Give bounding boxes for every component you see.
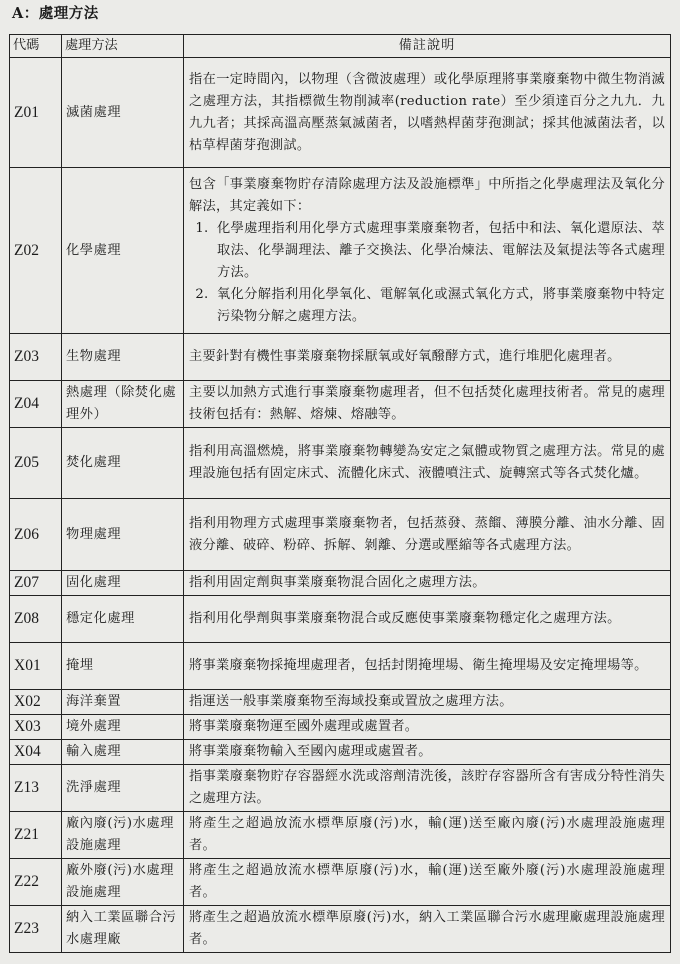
row-description: 將事業廢棄物採掩埋處理者，包括封閉掩埋場、衛生掩埋場及安定掩埋場等。 [184,643,671,690]
row-method: 海洋棄置 [62,690,184,715]
row-method: 穩定化處理 [62,596,184,643]
table-row [10,715,671,740]
row-description: 將產生之超過放流水標準原廢(污)水，納入工業區聯合污水處理廠處理設施處理者。 [184,906,671,953]
table-header-row [10,35,671,58]
row-description: 指事業廢棄物貯存容器經水洗或溶劑清洗後，該貯存容器所含有害成分特性消失之處理方法。 [184,765,671,812]
row-method: 廠內廢(污)水處理設施處理 [62,812,184,859]
table-row [10,571,671,596]
table-row [10,334,671,381]
row-code: X02 [10,690,62,715]
row-description: 將事業廢棄物運至國外處理或處置者。 [184,715,671,740]
row-description: 指運送一般事業廢棄物至海域投棄或置放之處理方法。 [184,690,671,715]
table-row [10,690,671,715]
table-row [10,428,671,499]
row-description: 將產生之超過放流水標準原廢(污)水，輸(運)送至廠外廢(污)水處理設施處理者。 [184,859,671,906]
row-code: Z21 [10,812,62,859]
header-code: 代碼 [10,35,62,58]
row-code: Z03 [10,334,62,381]
row-code: Z22 [10,859,62,906]
row-description: 指利用高溫燃燒，將事業廢棄物轉變為安定之氣體或物質之處理方法。常見的處理設施包括有固定床式、流體化床式、液體噴注式、旋轉窯式等各式焚化爐。 [184,428,671,499]
row-code: Z23 [10,906,62,953]
row-method: 境外處理 [62,715,184,740]
table-row [10,58,671,168]
table-row [10,765,671,812]
row-description: 指利用物理方式處理事業廢棄物者，包括蒸發、蒸餾、薄膜分離、油水分離、固液分離、破碎、粉碎、拆解、剝離、分選或壓縮等各式處理方法。 [184,499,671,571]
row-method: 滅菌處理 [62,58,184,168]
list-item: 1. 化學處理指利用化學方式處理事業廢棄物者，包括中和法、氧化還原法、萃取法、化學調理法、離子交換法、化學冶煉法、電解法及氣提法等各式處理方法。 [213,218,665,284]
row-description: 主要針對有機性事業廢棄物採厭氧或好氧醱酵方式，進行堆肥化處理者。 [184,334,671,381]
row-description: 主要以加熱方式進行事業廢棄物處理者，但不包括焚化處理技術者。常見的處理技術包括有：熱解、熔煉、熔融等。 [184,381,671,428]
row-method: 物理處理 [62,499,184,571]
row-code: Z08 [10,596,62,643]
list-item: 2. 氧化分解指利用化學氧化、電解氧化或濕式氧化方式，將事業廢棄物中特定污染物分解之處理方法。 [213,284,665,328]
row-description: 指在一定時間內，以物理（含微波處理）或化學原理將事業廢棄物中微生物消滅之處理方法，其指標微生物削減率(reduction rate）至少須達百分之九九．九九九者；其採高溫高壓蒸氣滅菌者，以嗜熱桿菌芽孢測試；採其他滅菌法者，以枯草桿菌芽孢測試。 [184,58,671,168]
header-description: 備註說明 [184,35,671,58]
row-method: 廠外廢(污)水處理設施處理 [62,859,184,906]
header-method: 處理方法 [62,35,184,58]
row-method: 輸入處理 [62,740,184,765]
table-row [10,168,671,334]
row-method: 固化處理 [62,571,184,596]
row-description: 指利用化學劑與事業廢棄物混合或反應使事業廢棄物穩定化之處理方法。 [184,596,671,643]
row-code: Z05 [10,428,62,499]
row-code: Z13 [10,765,62,812]
table-row [10,643,671,690]
row-description-intro: 包含「事業廢棄物貯存清除處理方法及設施標準」中所指之化學處理法及氧化分解法，其定義如下： [189,176,665,214]
row-code: X03 [10,715,62,740]
row-method: 化學處理 [62,168,184,334]
row-code: Z04 [10,381,62,428]
treatment-methods-table [9,34,671,953]
table-row [10,740,671,765]
table-row [10,499,671,571]
table-row [10,812,671,859]
row-method: 掩埋 [62,643,184,690]
row-method: 熱處理（除焚化處理外） [62,381,184,428]
row-description: 將事業廢棄物輸入至國內處理或處置者。 [184,740,671,765]
row-description-list [189,218,665,328]
table-row [10,381,671,428]
row-method: 洗淨處理 [62,765,184,812]
row-method: 生物處理 [62,334,184,381]
row-method: 納入工業區聯合污水處理廠 [62,906,184,953]
row-code: Z01 [10,58,62,168]
row-code: X04 [10,740,62,765]
row-description [184,168,671,334]
table-row [10,859,671,906]
row-description: 將產生之超過放流水標準原廢(污)水，輸(運)送至廠內廢(污)水處理設施處理者。 [184,812,671,859]
row-code: Z02 [10,168,62,334]
table-row [10,596,671,643]
section-title: A：處理方法 [12,5,99,22]
row-code: Z06 [10,499,62,571]
table-row [10,906,671,953]
row-code: Z07 [10,571,62,596]
row-method: 焚化處理 [62,428,184,499]
row-description: 指利用固定劑與事業廢棄物混合固化之處理方法。 [184,571,671,596]
row-code: X01 [10,643,62,690]
